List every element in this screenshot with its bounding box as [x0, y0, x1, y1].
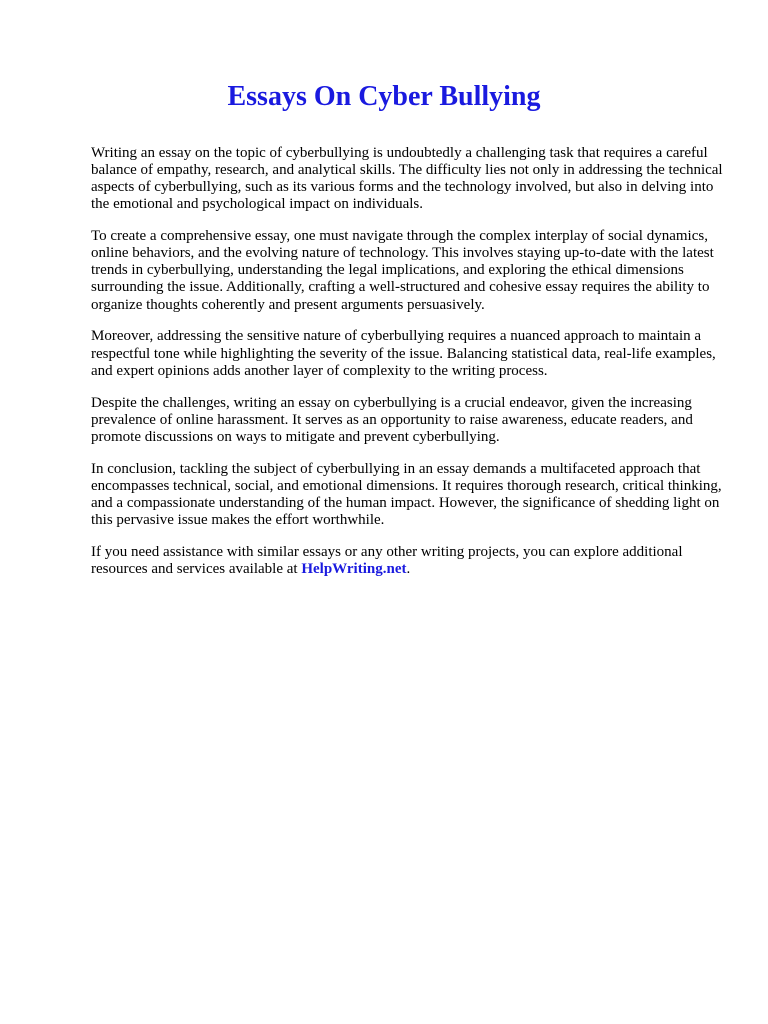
closing-text: If you need assistance with similar essays or any other writing projects, you can explore additional resources and services available at: [91, 543, 683, 577]
page-title: Essays On Cyber Bullying: [227, 81, 541, 112]
paragraph-3: Moreover, addressing the sensitive nature of cyberbullying requires a nuanced approach to maintain a respectful tone while highlighting the severity of the issue. Balancing statistical data, real-life examples, and expert opinions adds another layer of complexity to the writing process.: [91, 328, 716, 379]
paragraph-1: Writing an essay on the topic of cyberbullying is undoubtedly a challenging task that requires a careful balance of empathy, research, and analytical skills. The difficulty lies not only in addressing the technical aspects of cyberbullying, such as its various forms and the technology involved, but also in delving into the emotional and psychological impact on individuals.: [91, 145, 723, 213]
paragraph-5: In conclusion, tackling the subject of cyberbullying in an essay demands a multifaceted approach that encompasses technical, social, and emotional dimensions. It requires thorough research, critical thinking, and a compassionate understanding of the human impact. However, the significance of shedding light on this pervasive issue makes the effort worthwhile.: [91, 460, 722, 528]
essay-body: [91, 145, 724, 578]
closing-paragraph: [91, 544, 724, 578]
paragraph-4: Despite the challenges, writing an essay on cyberbullying is a crucial endeavor, given the increasing prevalence of online harassment. It serves as an opportunity to raise awareness, educate readers, and promote discussions on ways to mitigate and prevent cyberbullying.: [91, 394, 693, 445]
closing-period: .: [406, 560, 411, 577]
paragraph-2: To create a comprehensive essay, one must navigate through the complex interplay of social dynamics, online behaviors, and the evolving nature of technology. This involves staying up-to-date with the latest trends in cyberbullying, understanding the legal implications, and exploring the ethical dimensions surrounding the issue. Additionally, crafting a well-structured and cohesive essay requires the ability to organize thoughts coherently and present arguments persuasively.: [91, 228, 714, 313]
helpwriting-link[interactable]: HelpWriting.net: [301, 560, 407, 577]
